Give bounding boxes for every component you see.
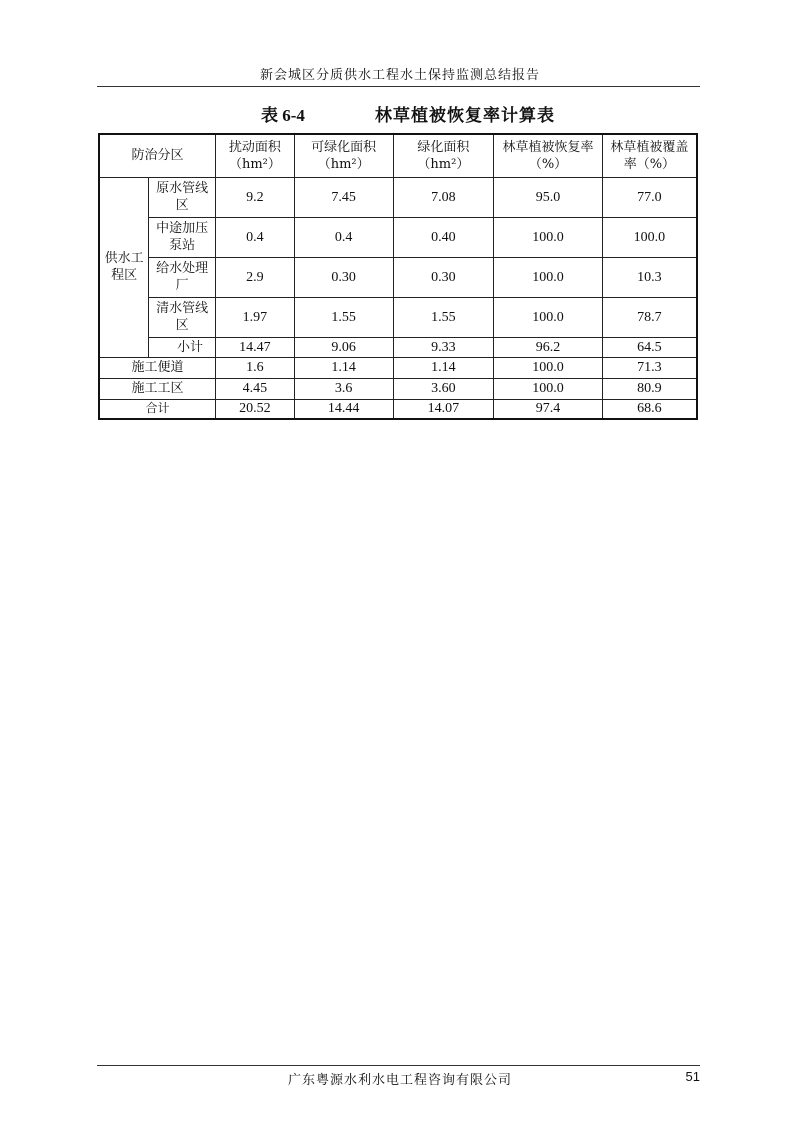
cell-greenable: 9.06 <box>294 337 393 357</box>
cell-coverage: 68.6 <box>602 399 697 419</box>
cell-greenable: 14.44 <box>294 399 393 419</box>
cell-greenable: 0.4 <box>294 217 393 257</box>
page-number: 51 <box>685 1069 700 1084</box>
cell-disturbed: 1.6 <box>216 357 295 378</box>
row-name: 小计 <box>149 337 216 357</box>
cell-disturbed: 20.52 <box>216 399 295 419</box>
cell-greenable: 0.30 <box>294 257 393 297</box>
row-name: 合计 <box>99 399 216 419</box>
header-greened-area: 绿化面积 （hm²） <box>393 134 494 177</box>
cell-recovery: 96.2 <box>494 337 603 357</box>
table-row <box>99 177 697 217</box>
table-row <box>99 378 697 399</box>
table-caption <box>100 101 700 125</box>
header-zone: 防治分区 <box>99 134 216 177</box>
table-row <box>99 217 697 257</box>
cell-disturbed: 9.2 <box>216 177 295 217</box>
page-header-title: 新会城区分质供水工程水土保持监测总结报告 <box>259 68 540 83</box>
cell-greenable: 7.45 <box>294 177 393 217</box>
row-name: 给水处理 厂 <box>149 257 216 297</box>
cell-greened: 0.30 <box>393 257 494 297</box>
cell-recovery: 100.0 <box>494 297 603 337</box>
table-name: 林草植被恢复率计算表 <box>375 106 555 126</box>
cell-disturbed: 0.4 <box>216 217 295 257</box>
cell-recovery: 100.0 <box>494 217 603 257</box>
cell-greened: 9.33 <box>393 337 494 357</box>
cell-recovery: 100.0 <box>494 257 603 297</box>
cell-coverage: 10.3 <box>602 257 697 297</box>
cell-greenable: 1.55 <box>294 297 393 337</box>
table-row <box>99 257 697 297</box>
row-name: 施工工区 <box>99 378 216 399</box>
cell-recovery: 97.4 <box>494 399 603 419</box>
header-disturbed-area: 扰动面积 （hm²） <box>216 134 295 177</box>
row-name: 清水管线 区 <box>149 297 216 337</box>
row-name: 原水管线 区 <box>149 177 216 217</box>
table-row <box>99 357 697 378</box>
cell-coverage: 80.9 <box>602 378 697 399</box>
header-coverage-rate: 林草植被覆盖 率（%） <box>602 134 697 177</box>
cell-greened: 1.55 <box>393 297 494 337</box>
vegetation-recovery-table <box>98 133 698 420</box>
cell-greened: 7.08 <box>393 177 494 217</box>
cell-disturbed: 4.45 <box>216 378 295 399</box>
cell-disturbed: 2.9 <box>216 257 295 297</box>
header-divider <box>97 86 700 87</box>
cell-recovery: 100.0 <box>494 357 603 378</box>
cell-disturbed: 1.97 <box>216 297 295 337</box>
table-number: 表 6-4 <box>261 106 305 125</box>
table-header-row <box>99 134 697 177</box>
cell-disturbed: 14.47 <box>216 337 295 357</box>
cell-greenable: 3.6 <box>294 378 393 399</box>
row-name: 施工便道 <box>99 357 216 378</box>
table-row-total <box>99 399 697 419</box>
cell-greened: 14.07 <box>393 399 494 419</box>
header-recovery-rate: 林草植被恢复率 （%） <box>494 134 603 177</box>
cell-greened: 3.60 <box>393 378 494 399</box>
cell-coverage: 77.0 <box>602 177 697 217</box>
cell-coverage: 100.0 <box>602 217 697 257</box>
cell-coverage: 71.3 <box>602 357 697 378</box>
cell-recovery: 95.0 <box>494 177 603 217</box>
group-label-water-supply: 供水工 程区 <box>99 177 149 357</box>
cell-greened: 1.14 <box>393 357 494 378</box>
table-row-subtotal <box>99 337 697 357</box>
cell-greenable: 1.14 <box>294 357 393 378</box>
footer-company-name: 广东粤源水利水电工程咨询有限公司 <box>287 1073 512 1088</box>
cell-coverage: 64.5 <box>602 337 697 357</box>
cell-recovery: 100.0 <box>494 378 603 399</box>
table-row <box>99 297 697 337</box>
footer-divider <box>97 1065 700 1066</box>
row-name: 中途加压 泵站 <box>149 217 216 257</box>
cell-greened: 0.40 <box>393 217 494 257</box>
header-greenable-area: 可绿化面积 （hm²） <box>294 134 393 177</box>
cell-coverage: 78.7 <box>602 297 697 337</box>
